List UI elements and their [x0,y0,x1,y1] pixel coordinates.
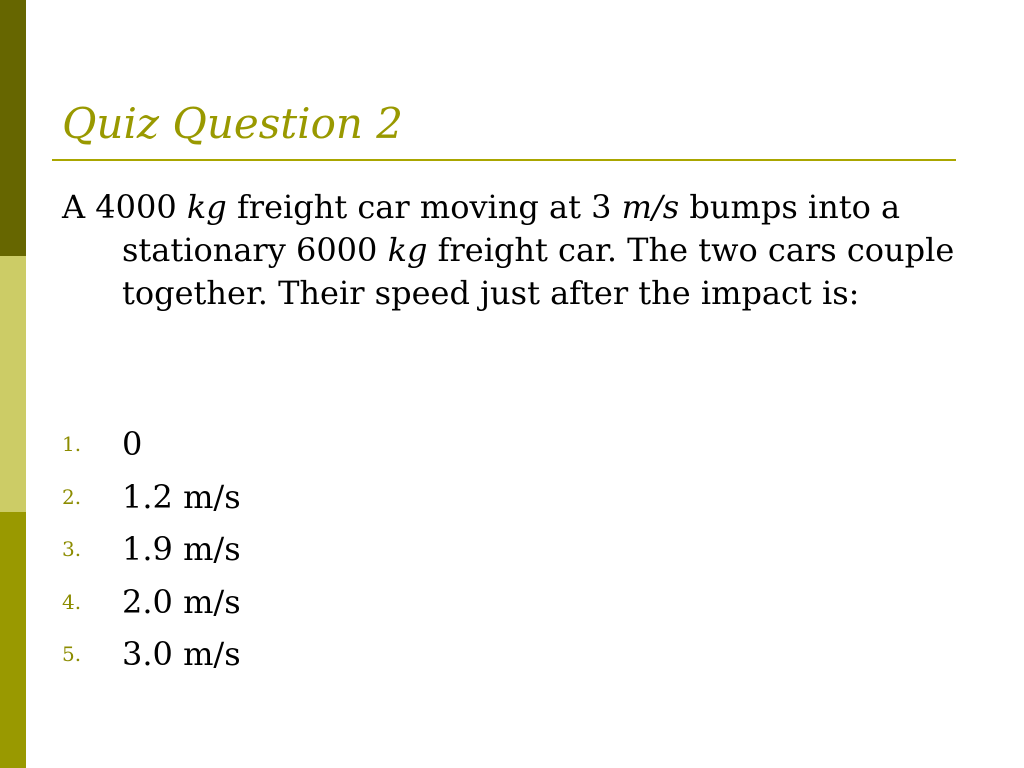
answer-text: 3.0 m/s [122,635,241,674]
side-bar-middle [0,256,26,512]
answer-number: 2. [62,484,82,509]
answer-text: 1.9 m/s [122,530,241,569]
question-part: freight car. The two cars couple together. Their speed just after the impact is: [122,231,955,312]
unit-kg: kg [186,188,227,226]
answer-number: 5. [62,642,82,667]
answer-option-5 [62,628,241,681]
side-bar-bottom [0,512,26,768]
answer-option-1 [62,418,241,471]
answer-number: 4. [62,589,82,614]
unit-kg: kg [387,231,428,269]
answer-number: 1. [62,432,82,457]
answer-text: 0 [122,425,143,464]
answer-number: 3. [62,537,82,562]
title-divider [52,159,956,161]
unit-ms: m/s [621,188,680,226]
answer-text: 2.0 m/s [122,582,241,621]
question-part: bumps into a stationary 6000 [122,188,901,269]
answer-text: 1.2 m/s [122,477,241,516]
question-part: A 4000 [62,188,187,226]
question-text [62,186,1022,315]
answer-option-2 [62,471,241,524]
side-bar-decoration [0,0,26,768]
slide-title: Quiz Question 2 [62,99,404,148]
answer-list [62,418,241,681]
answer-option-4 [62,576,241,629]
question-part: freight car moving at 3 [226,188,622,226]
side-bar-top [0,0,26,256]
answer-option-3 [62,523,241,576]
